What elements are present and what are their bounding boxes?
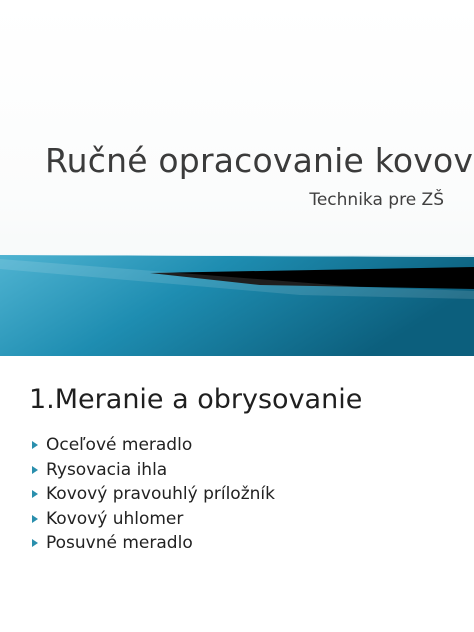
triangle-bullet-icon [32,539,38,547]
bullet-list [32,433,275,556]
slide-subtitle: Technika pre ZŠ [309,190,444,210]
bullet-item-kovovy-uhlomer [32,507,275,532]
decorative-wave-band [0,255,474,356]
content-slide [0,356,474,632]
triangle-bullet-icon [32,490,38,498]
bullet-item-posuvne-meradlo [32,531,275,556]
bullet-label: Kovový uhlomer [46,508,184,529]
triangle-bullet-icon [32,441,38,449]
triangle-bullet-icon [32,515,38,523]
bullet-item-rysovacia-ihla [32,458,275,483]
bullet-item-ocelove-meradlo [32,433,275,458]
bullet-label: Rysovacia ihla [46,459,168,480]
triangle-bullet-icon [32,466,38,474]
slide-heading: 1.Meranie a obrysovanie [29,384,363,415]
bullet-label: Kovový pravouhlý príložník [46,484,275,505]
bullet-label: Posuvné meradlo [46,533,193,554]
slide-title: Ručné opracovanie kovov [45,141,474,180]
bullet-item-pravouhly-prilozhnik [32,482,275,507]
bullet-label: Oceľové meradlo [46,435,193,456]
